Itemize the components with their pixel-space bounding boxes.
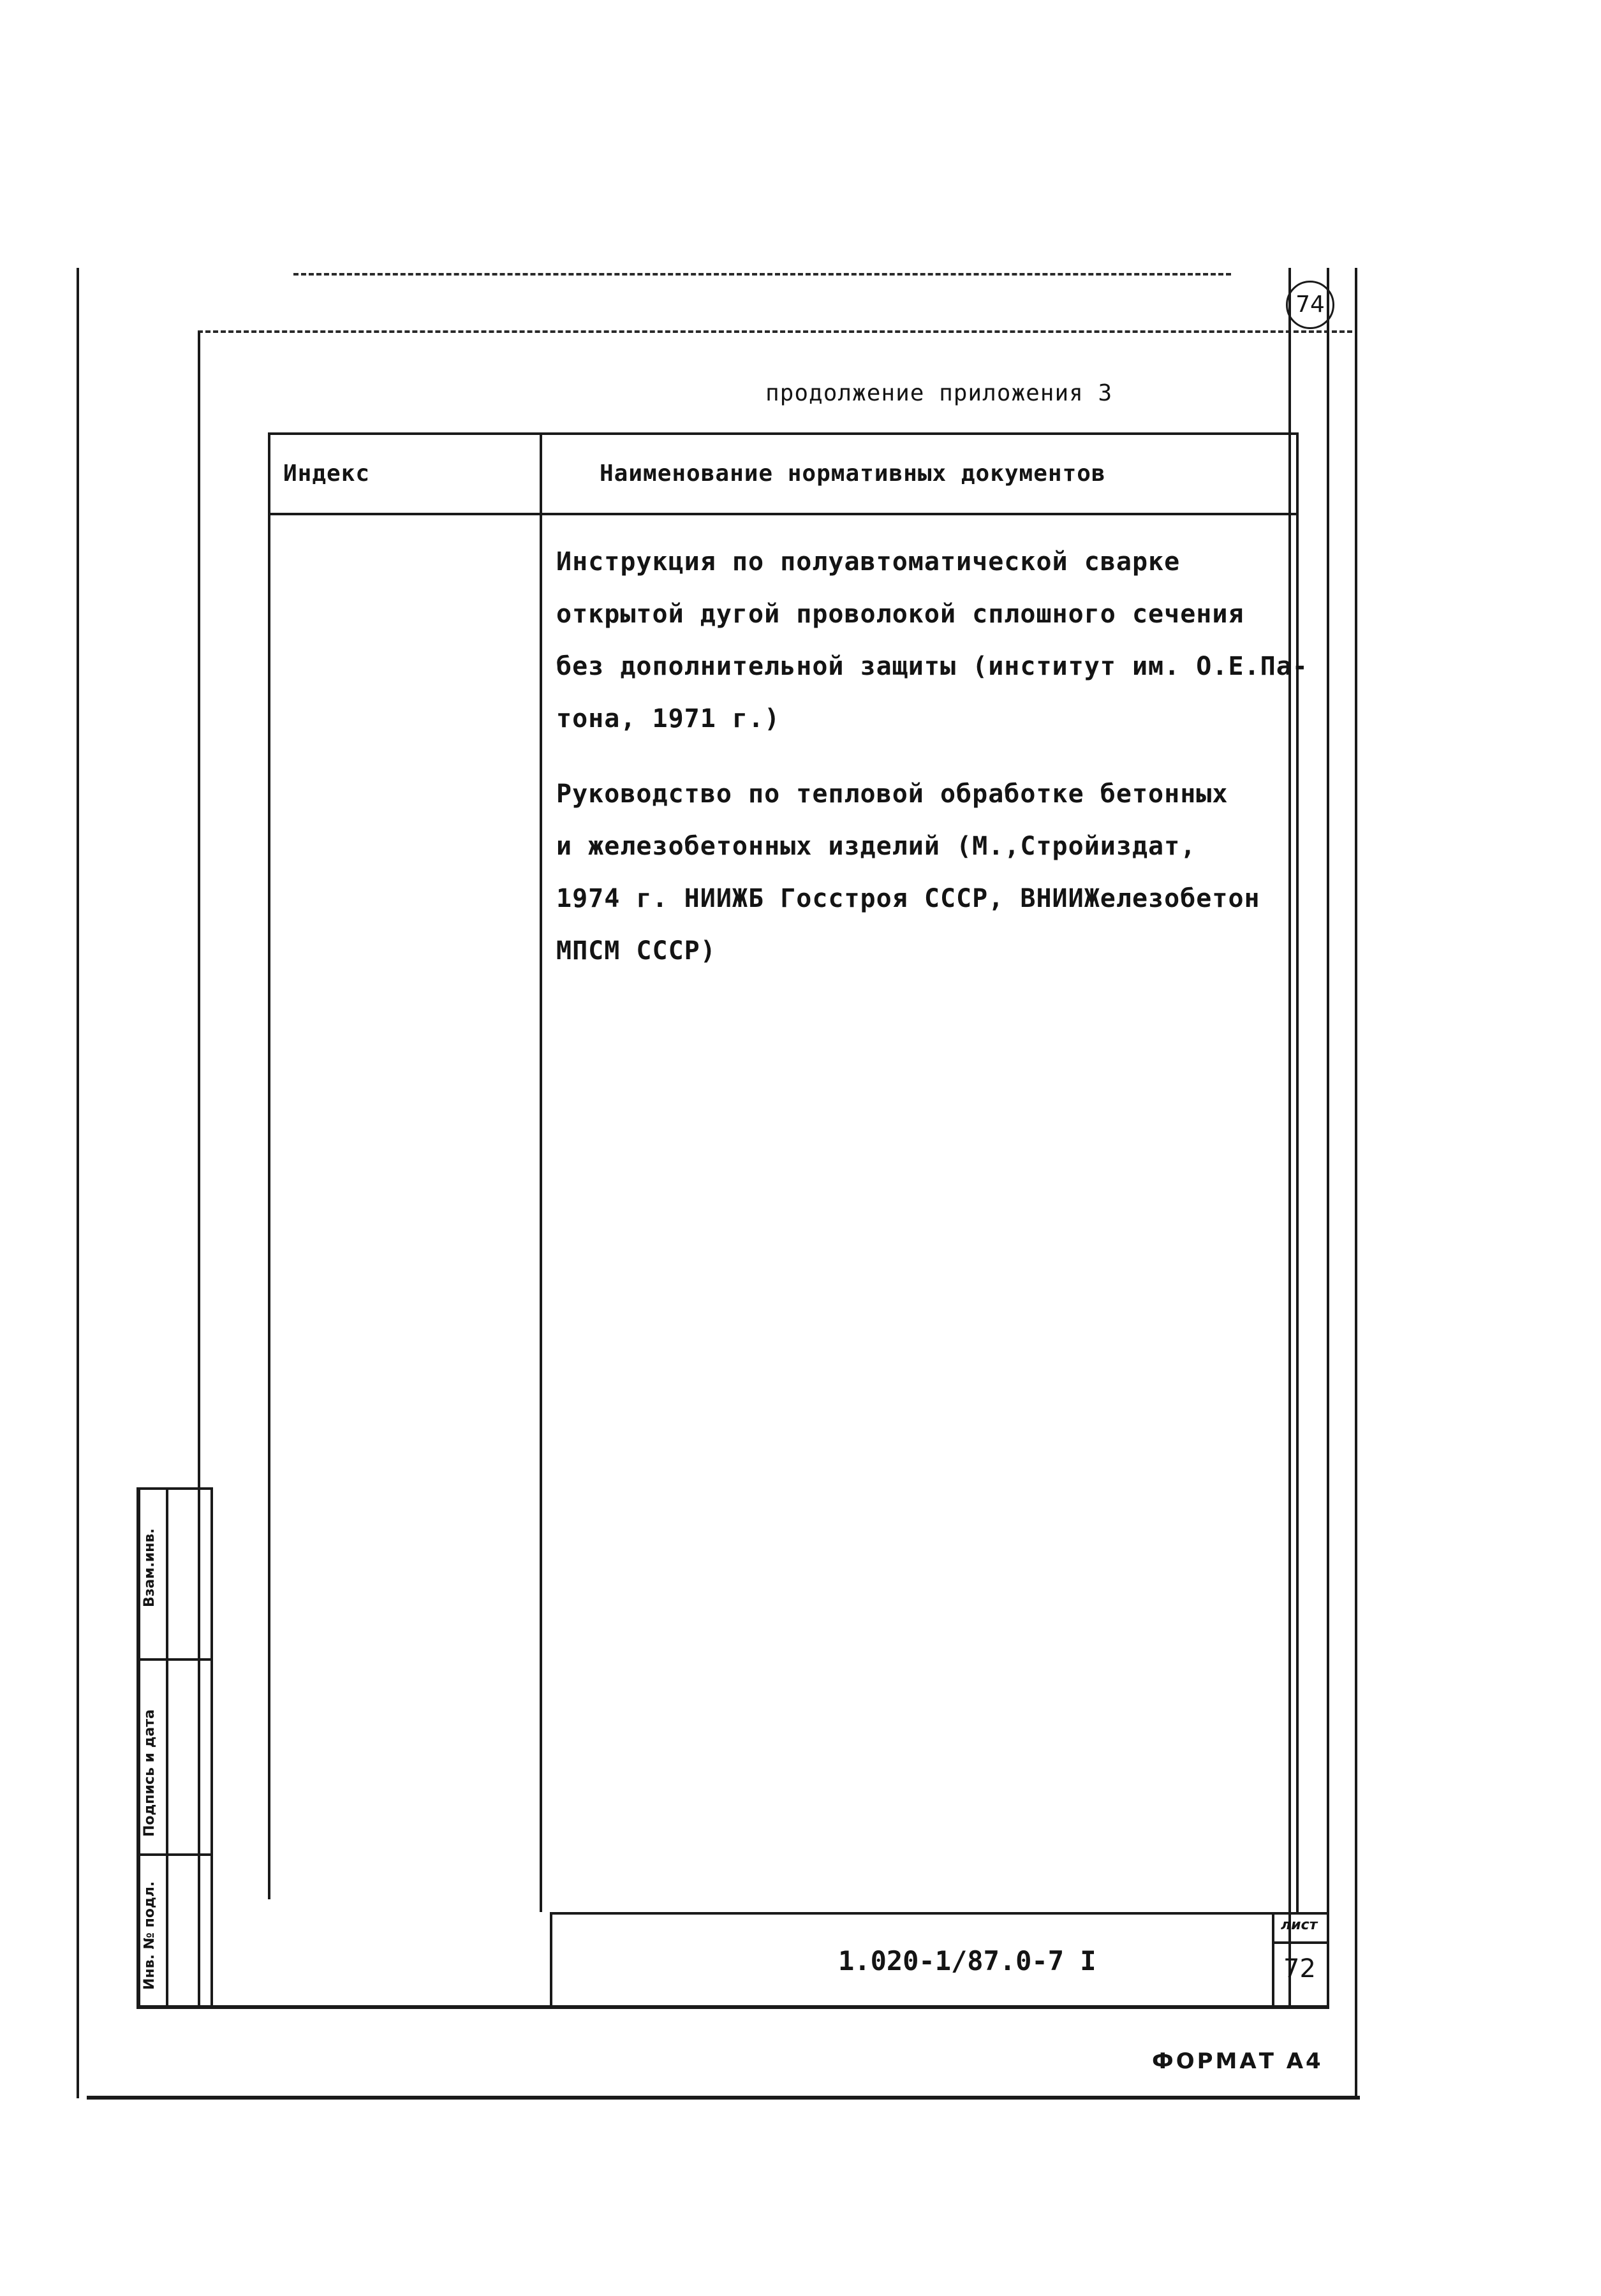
doc-code: 1.020-1/87.0-7 I [838, 1945, 1096, 1976]
entry-line: Инструкция по полуавтоматической сварке [556, 547, 1181, 577]
outer-frame-bottom [87, 2096, 1360, 2100]
inner-frame-right-1 [1288, 268, 1291, 2009]
side-stamp-right [210, 1487, 213, 2008]
column-header-name: Наименование нормативных документов [600, 460, 1106, 487]
entry-line: Руководство по тепловой обработке бетонных [556, 779, 1228, 809]
side-stamp-div-1 [136, 1658, 210, 1661]
sheet-number: 72 [1283, 1954, 1316, 1983]
sheet-label: лист [1281, 1917, 1318, 1933]
entry-line: без дополнительной защиты (институт им. О.Е.Па- [556, 652, 1308, 681]
entry-line: тона, 1971 г.) [556, 704, 781, 733]
entry-line: и железобетонных изделий (М.,Стройиздат, [556, 832, 1197, 861]
inner-frame-bottom [136, 2005, 1329, 2009]
side-stamp-signature-label: Подпись и дата [142, 1709, 158, 1837]
top-dash-line-2 [198, 330, 1352, 333]
side-stamp-mid [166, 1487, 168, 2008]
title-block-left [550, 1912, 552, 2008]
column-header-index: Индекс [283, 460, 371, 487]
format-label: ФОРМАТ А4 [1152, 2049, 1324, 2074]
table-left-border [268, 432, 270, 1899]
table-top-border [268, 432, 1299, 435]
side-stamp-div-2 [136, 1853, 210, 1856]
continuation-title: продолжение приложения 3 [765, 380, 1113, 406]
side-stamp-top [136, 1487, 210, 1490]
entry-line: МПСМ СССР) [556, 936, 716, 966]
side-stamp-replacement-label: Взам.инв. [142, 1528, 158, 1607]
inner-frame-left [198, 332, 200, 2009]
table-header-divider [268, 513, 1299, 515]
title-block-top [550, 1912, 1329, 1915]
outer-frame-left [77, 268, 79, 2098]
side-stamp-left [136, 1487, 140, 2008]
entry-line: 1974 г. НИИЖБ Госстроя СССР, ВНИИЖелезобетон [556, 884, 1260, 913]
page-number-circle: 74 [1286, 281, 1334, 329]
outer-frame-right [1355, 268, 1357, 2098]
sheet-cell-left [1272, 1912, 1274, 2008]
side-stamp-inv-label: Инв. № подл. [142, 1881, 158, 1990]
top-dash-line-1 [293, 273, 1231, 276]
entry-line: открытой дугой проволокой сплошного сечения [556, 600, 1244, 629]
inner-frame-right-2 [1327, 268, 1329, 2009]
sheet-cell-divider [1272, 1941, 1329, 1944]
table-column-divider [540, 432, 542, 1912]
